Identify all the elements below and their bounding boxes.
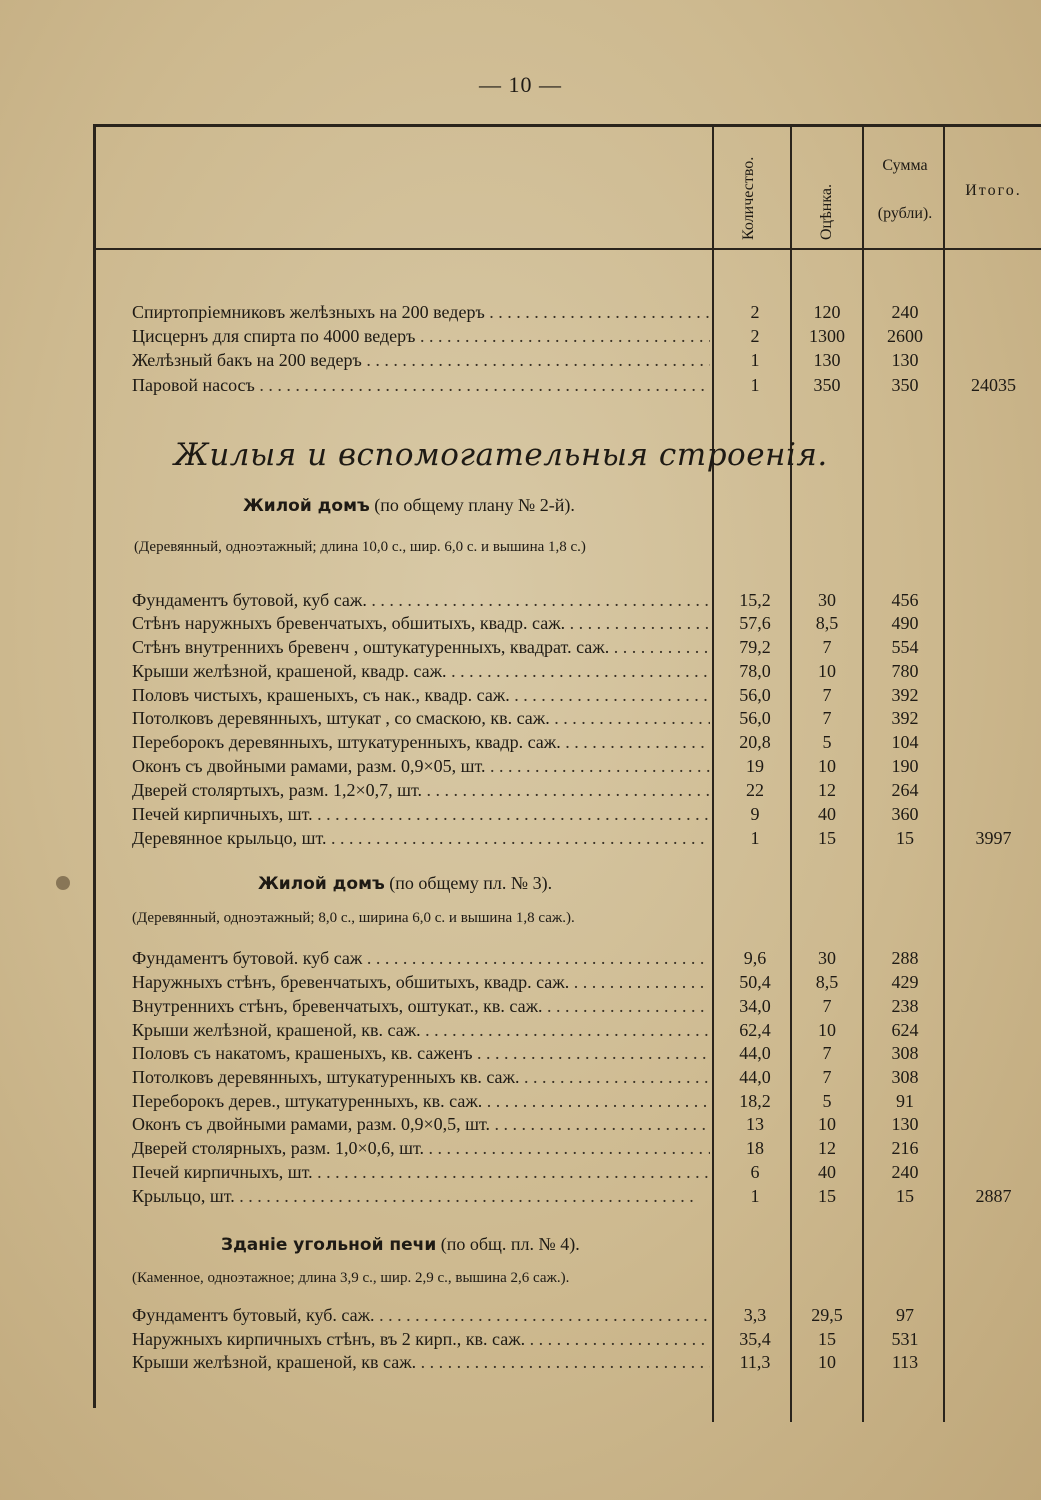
building-title: Жилой домъ bbox=[243, 496, 370, 516]
row-price: 40 bbox=[818, 804, 836, 824]
row-quantity: 3,3 bbox=[743, 1305, 767, 1325]
row-sum: 130 bbox=[891, 350, 919, 370]
row-description: Оконъ съ двойными рамами, разм. 0,9×05, шт. . . . bbox=[132, 754, 710, 778]
row-price: 10 bbox=[818, 1114, 836, 1134]
row-sum: 130 bbox=[891, 1114, 919, 1134]
table-row bbox=[0, 373, 1041, 397]
row-sum: 15 bbox=[896, 1186, 914, 1206]
row-description: Внутреннихъ стѣнъ, бревенчатыхъ, оштукат., кв. саж. . . . bbox=[132, 994, 710, 1018]
header-sum-line1: Сумма bbox=[882, 157, 928, 174]
row-price: 15 bbox=[818, 1186, 836, 1206]
row-sum: 216 bbox=[891, 1138, 919, 1158]
row-quantity: 22 bbox=[746, 780, 764, 800]
row-quantity: 56,0 bbox=[739, 708, 771, 728]
building-note: (Деревянный, одноэтажный; длина 10,0 с., шир. 6,0 с. и вышина 1,8 с.) bbox=[134, 539, 586, 555]
row-sum: 97 bbox=[896, 1305, 914, 1325]
table-row bbox=[0, 1303, 1041, 1327]
row-sum: 624 bbox=[891, 1020, 919, 1040]
row-quantity: 79,2 bbox=[739, 637, 771, 657]
row-price: 7 bbox=[822, 708, 832, 728]
row-description: Цисцернъ для спирта по 4000 ведеръ . . . bbox=[132, 324, 710, 348]
row-description: Фундаментъ бутовый, куб. саж. . . . bbox=[132, 1303, 710, 1327]
row-description: Дверей столярныхъ, разм. 1,0×0,6, шт. . . . bbox=[132, 1136, 710, 1160]
row-quantity: 6 bbox=[750, 1162, 760, 1182]
row-sum: 91 bbox=[896, 1091, 914, 1111]
row-quantity: 35,4 bbox=[739, 1329, 771, 1349]
row-sum: 240 bbox=[891, 1162, 919, 1182]
row-price: 8,5 bbox=[815, 972, 839, 992]
row-price: 7 bbox=[822, 685, 832, 705]
building-plan-ref: (по общ. пл. № 4). bbox=[436, 1234, 580, 1254]
row-description: Наружныхъ стѣнъ, бревенчатыхъ, обшитыхъ, квадр. саж. . . . bbox=[132, 970, 710, 994]
row-total: 3997 bbox=[975, 828, 1012, 848]
row-sum: 456 bbox=[891, 590, 919, 610]
row-sum: 429 bbox=[891, 972, 919, 992]
row-description: Крыши желѣзной, крашеной, кв. саж. . . . bbox=[132, 1018, 710, 1042]
row-description: Потолковъ деревянныхъ, штукат , со смаскою, кв. саж. . . . bbox=[132, 706, 710, 730]
row-sum: 15 bbox=[896, 828, 914, 848]
table-row bbox=[0, 1136, 1041, 1160]
building-plan-ref: (по общему пл. № 3). bbox=[384, 873, 553, 893]
row-description: Крыши желѣзной, крашеной, кв саж. . . . bbox=[132, 1350, 710, 1374]
row-price: 350 bbox=[813, 375, 841, 395]
row-quantity: 2 bbox=[750, 302, 760, 322]
row-price: 30 bbox=[818, 948, 836, 968]
header-total: Итого. bbox=[965, 182, 1022, 199]
table-row bbox=[0, 300, 1041, 324]
row-quantity: 62,4 bbox=[739, 1020, 771, 1040]
header-sum-line2: (рубли). bbox=[877, 205, 933, 222]
row-price: 5 bbox=[822, 732, 832, 752]
table-row bbox=[0, 1327, 1041, 1351]
row-quantity: 34,0 bbox=[739, 996, 771, 1016]
row-description: Дверей столяртыхъ, разм. 1,2×0,7, шт. . . . bbox=[132, 778, 710, 802]
table-row bbox=[0, 1089, 1041, 1113]
ink-blot bbox=[56, 876, 70, 890]
row-sum: 308 bbox=[891, 1043, 919, 1063]
table-row bbox=[0, 611, 1041, 635]
building-heading bbox=[258, 873, 552, 894]
row-quantity: 1 bbox=[750, 1186, 760, 1206]
row-description: Половъ съ накатомъ, крашеныхъ, кв. саженъ . . . bbox=[132, 1041, 710, 1065]
row-price: 120 bbox=[813, 302, 841, 322]
row-sum: 490 bbox=[891, 613, 919, 633]
row-quantity: 56,0 bbox=[739, 685, 771, 705]
row-quantity: 44,0 bbox=[739, 1067, 771, 1087]
table-row bbox=[0, 754, 1041, 778]
row-quantity: 78,0 bbox=[739, 661, 771, 681]
row-sum: 264 bbox=[891, 780, 919, 800]
table-row bbox=[0, 946, 1041, 970]
row-sum: 531 bbox=[891, 1329, 919, 1349]
row-sum: 238 bbox=[891, 996, 919, 1016]
table-row bbox=[0, 683, 1041, 707]
row-quantity: 9,6 bbox=[743, 948, 767, 968]
table-row bbox=[0, 348, 1041, 372]
table-row bbox=[0, 588, 1041, 612]
table-row bbox=[0, 1018, 1041, 1042]
row-sum: 350 bbox=[891, 375, 919, 395]
table-row bbox=[0, 994, 1041, 1018]
row-sum: 113 bbox=[891, 1352, 919, 1372]
row-sum: 104 bbox=[891, 732, 919, 752]
table-row bbox=[0, 970, 1041, 994]
row-description: Переборокъ дерев., штукатуренныхъ, кв. саж. . . . bbox=[132, 1089, 710, 1113]
table-row bbox=[0, 1184, 1041, 1208]
building-title: Жилой домъ bbox=[258, 874, 385, 894]
row-quantity: 1 bbox=[750, 350, 760, 370]
row-quantity: 20,8 bbox=[739, 732, 771, 752]
row-price: 12 bbox=[818, 780, 836, 800]
row-description: Желѣзный бакъ на 200 ведеръ . . . bbox=[132, 348, 710, 372]
row-price: 40 bbox=[818, 1162, 836, 1182]
row-quantity: 2 bbox=[750, 326, 760, 346]
row-description: Стѣнъ наружныхъ бревенчатыхъ, обшитыхъ, квадр. саж. . . . bbox=[132, 611, 710, 635]
row-price: 15 bbox=[818, 1329, 836, 1349]
row-sum: 240 bbox=[891, 302, 919, 322]
table-row bbox=[0, 659, 1041, 683]
row-quantity: 44,0 bbox=[739, 1043, 771, 1063]
row-quantity: 18,2 bbox=[739, 1091, 771, 1111]
row-price: 10 bbox=[818, 1020, 836, 1040]
header-price: Оцѣнка. bbox=[818, 184, 835, 240]
row-quantity: 50,4 bbox=[739, 972, 771, 992]
row-price: 8,5 bbox=[815, 613, 839, 633]
row-sum: 554 bbox=[891, 637, 919, 657]
building-note: (Деревянный, одноэтажный; 8,0 с., ширина 6,0 с. и вышина 1,8 саж.). bbox=[132, 910, 575, 926]
row-sum: 288 bbox=[891, 948, 919, 968]
row-sum: 392 bbox=[891, 708, 919, 728]
row-total: 2887 bbox=[975, 1186, 1012, 1206]
page-number: — 10 — bbox=[479, 72, 562, 97]
row-price: 10 bbox=[818, 661, 836, 681]
row-sum: 780 bbox=[891, 661, 919, 681]
table-row bbox=[0, 1112, 1041, 1136]
row-description: Оконъ съ двойными рамами, разм. 0,9×0,5, шт. . . . bbox=[132, 1112, 710, 1136]
row-description: Фундаментъ бутовой. куб саж . . . bbox=[132, 946, 710, 970]
row-quantity: 57,6 bbox=[739, 613, 771, 633]
section-title: Жилыя и вспомогательныя строенія. bbox=[174, 437, 828, 473]
table-top-rule bbox=[93, 124, 1041, 127]
row-price: 10 bbox=[818, 756, 836, 776]
row-description: Паровой насосъ . . . bbox=[132, 373, 710, 397]
row-price: 30 bbox=[818, 590, 836, 610]
table-row bbox=[0, 635, 1041, 659]
table-row bbox=[0, 1160, 1041, 1184]
row-quantity: 1 bbox=[750, 828, 760, 848]
row-sum: 360 bbox=[891, 804, 919, 824]
row-price: 12 bbox=[818, 1138, 836, 1158]
row-description: Крыши желѣзной, крашеной, квадр. саж. . . . bbox=[132, 659, 710, 683]
row-total: 24035 bbox=[971, 375, 1016, 395]
table-row bbox=[0, 706, 1041, 730]
table-row bbox=[0, 324, 1041, 348]
row-price: 7 bbox=[822, 637, 832, 657]
table-row bbox=[0, 826, 1041, 850]
row-quantity: 9 bbox=[750, 804, 760, 824]
row-sum: 190 bbox=[891, 756, 919, 776]
row-quantity: 18 bbox=[746, 1138, 764, 1158]
row-price: 29,5 bbox=[811, 1305, 843, 1325]
row-price: 10 bbox=[818, 1352, 836, 1372]
row-price: 7 bbox=[822, 1043, 832, 1063]
building-heading bbox=[221, 1234, 580, 1255]
row-price: 5 bbox=[822, 1091, 832, 1111]
row-description: Печей кирпичныхъ, шт. . . . bbox=[132, 1160, 710, 1184]
table-row bbox=[0, 1350, 1041, 1374]
row-quantity: 13 bbox=[746, 1114, 764, 1134]
row-price: 7 bbox=[822, 1067, 832, 1087]
row-price: 1300 bbox=[809, 326, 845, 346]
row-description: Фундаментъ бутовой, куб саж. . . . bbox=[132, 588, 710, 612]
row-description: Печей кирпичныхъ, шт. . . . bbox=[132, 802, 710, 826]
row-description: Деревянное крыльцо, шт. . . . bbox=[132, 826, 710, 850]
row-description: Переборокъ деревянныхъ, штукатуренныхъ, квадр. саж. . . . bbox=[132, 730, 710, 754]
row-quantity: 1 bbox=[750, 375, 760, 395]
table-row bbox=[0, 802, 1041, 826]
row-quantity: 15,2 bbox=[739, 590, 771, 610]
row-sum: 2600 bbox=[887, 326, 923, 346]
row-price: 130 bbox=[813, 350, 841, 370]
row-description: Стѣнъ внутреннихъ бревенч , оштукатуренныхъ, квадрат. саж. . . . bbox=[132, 635, 710, 659]
row-description: Спиртопріемниковъ желѣзныхъ на 200 ведеръ . . . bbox=[132, 300, 710, 324]
table-row bbox=[0, 730, 1041, 754]
row-quantity: 19 bbox=[746, 756, 764, 776]
building-heading bbox=[243, 495, 575, 516]
row-sum: 392 bbox=[891, 685, 919, 705]
table-row bbox=[0, 1065, 1041, 1089]
row-description: Наружныхъ кирпичныхъ стѣнъ, въ 2 кирп., кв. саж. . . . bbox=[132, 1327, 710, 1351]
row-quantity: 11,3 bbox=[739, 1352, 771, 1372]
header-bottom-rule bbox=[93, 248, 1041, 250]
row-price: 7 bbox=[822, 996, 832, 1016]
table-row bbox=[0, 778, 1041, 802]
building-note: (Каменное, одноэтажное; длина 3,9 с., шир. 2,9 с., вышина 2,6 саж.). bbox=[132, 1270, 570, 1286]
row-description: Половъ чистыхъ, крашеныхъ, съ нак., квадр. саж. . . . bbox=[132, 683, 710, 707]
header-qty: Количество. bbox=[740, 156, 757, 240]
row-description: Потолковъ деревянныхъ, штукатуренныхъ кв. саж. . . . bbox=[132, 1065, 710, 1089]
row-sum: 308 bbox=[891, 1067, 919, 1087]
table-row bbox=[0, 1041, 1041, 1065]
building-title: Зданіе угольной печи bbox=[221, 1235, 437, 1255]
building-plan-ref: (по общему плану № 2-й). bbox=[369, 495, 575, 515]
row-price: 15 bbox=[818, 828, 836, 848]
row-description: Крыльцо, шт. . . . bbox=[132, 1184, 710, 1208]
